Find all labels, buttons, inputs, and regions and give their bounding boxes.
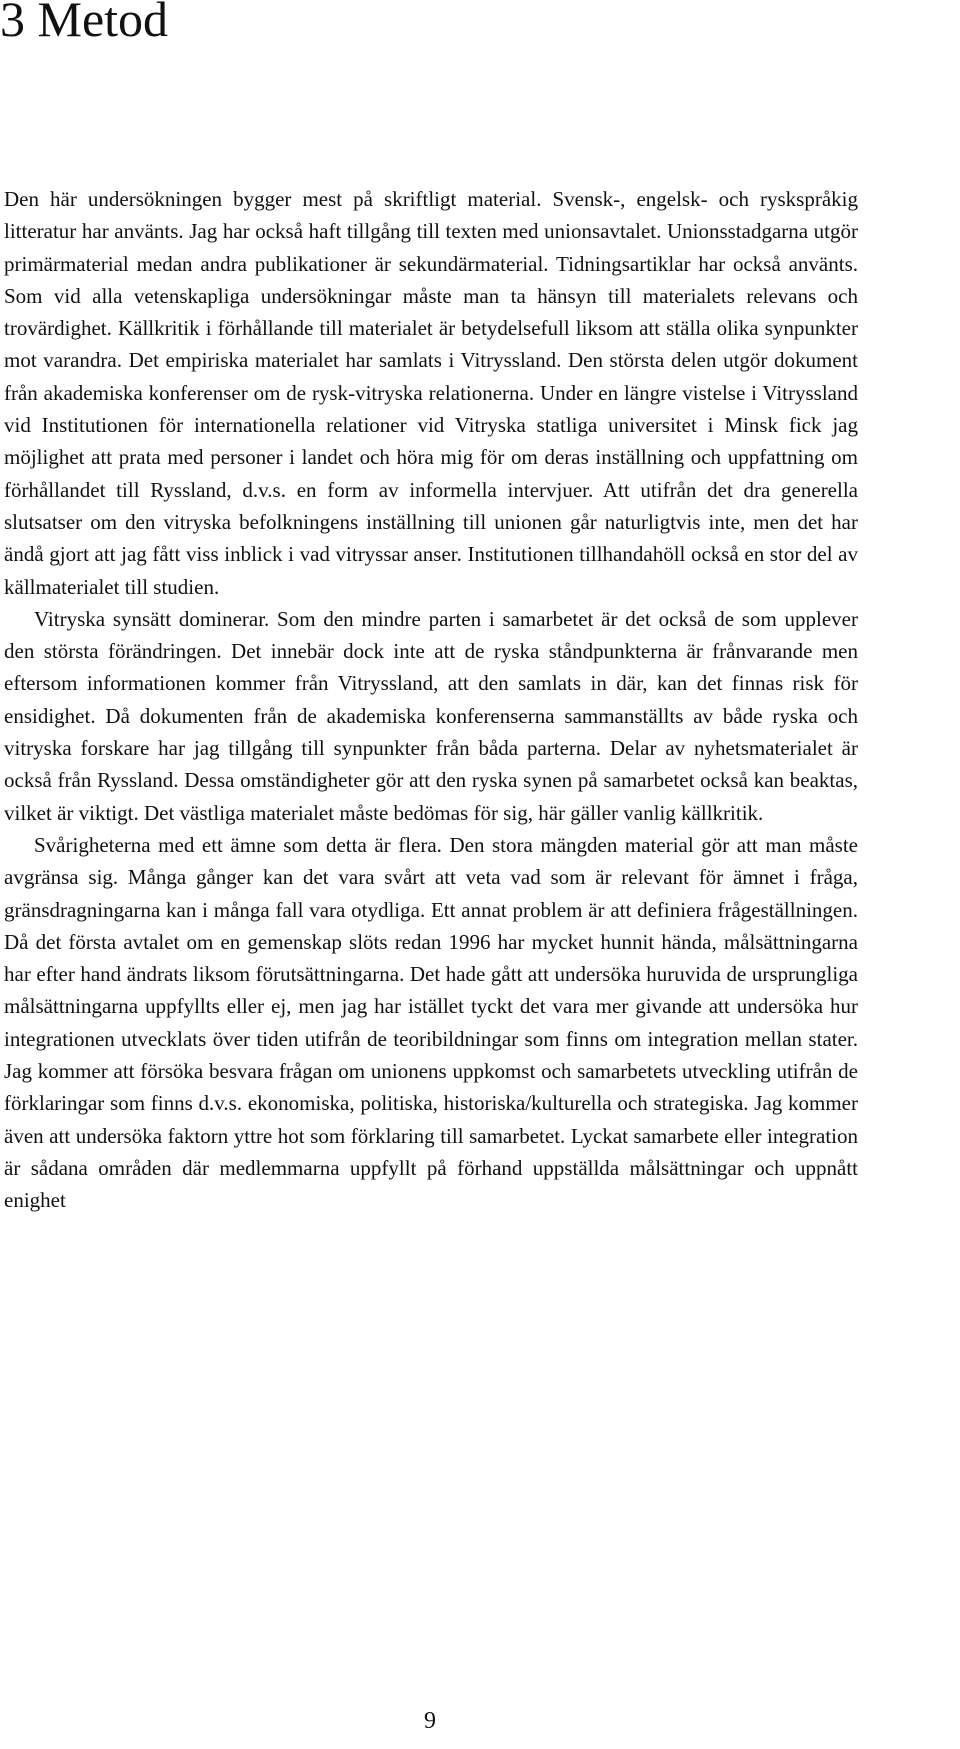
section-number: 3 — [0, 0, 25, 47]
section-heading — [0, 0, 168, 52]
body-text — [4, 183, 858, 1217]
paragraph-perspectives: Vitryska synsätt dominerar. Som den mindre parten i samarbetet är det också de som upplever den största förändringen. Det innebär dock inte att de ryska ståndpunkterna är frånvarande men eftersom informationen kommer från Vitryssland, att den samlats in där, kan det finnas risk för ensidighet. Då dokumenten från de akademiska konferenserna sammanställts av både ryska och vitryska forskare har jag tillgång till synpunkter från båda parterna. Delar av nyhetsmaterialet är också från Ryssland. Dessa omständigheter gör att den ryska synen på samarbetet också kan beaktas, vilket är viktigt. Det västliga materialet måste bedömas för sig, här gäller vanlig källkritik. — [4, 606, 858, 825]
section-title: Metod — [37, 0, 169, 47]
paragraph-difficulties: Svårigheterna med ett ämne som detta är flera. Den stora mängden material gör att man måste avgränsa sig. Många gånger kan det vara svårt att veta vad som är relevant för ämnet i fråga, gränsdragningarna kan i många fall vara otydliga. Ett annat problem är att definiera frågeställningen. Då det första avtalet om en gemenskap slöts redan 1996 har mycket hunnit hända, målsättningarna har efter hand ändrats liksom förutsättningarna. Det hade gått att undersöka huruvida de ursprungliga målsättningarna uppfyllts eller ej, men jag har istället tyckt det vara mer givande att undersöka hur integrationen utvecklats över tiden utifrån de teoribildningar som finns om integration mellan stater. Jag kommer att försöka besvara frågan om unionens uppkomst och samarbetets utveckling utifrån de förklaringar som finns d.v.s. ekonomiska, politiska, historiska/kulturella och strategiska. Jag kommer även att undersöka faktorn yttre hot som förklaring till samarbetet. Lyckat samarbete eller integration är sådana områden där medlemmarna uppfyllt på förhand uppställda målsättningar och uppnått enighet — [4, 832, 858, 1213]
page-number: 9 — [424, 1708, 436, 1734]
paragraph-sources: Den här undersökningen bygger mest på skriftligt material. Svensk-, engelsk- och ryskspråkig litteratur har använts. Jag har också haft tillgång till texten med unionsavtalet. Unionsstadgarna utgör primärmaterial medan andra publikationer är sekundärmaterial. Tidningsartiklar har också använts. Som vid alla vetenskapliga undersökningar måste man ta hänsyn till materialets relevans och trovärdighet. Källkritik i förhållande till materialet är betydelsefull liksom att ställa olika synpunkter mot varandra. Det empiriska materialet har samlats i Vitryssland. Den största delen utgör dokument från akademiska konferenser om de rysk-vitryska relationerna. Under en längre vistelse i Vitryssland vid Institutionen för internationella relationer vid Vitryska statliga universitet i Minsk fick jag möjlighet att prata med personer i landet och höra mig för om deras inställning och uppfattning om förhållandet till Ryssland, d.v.s. en form av informella intervjuer. Att utifrån det dra generella slutsatser om den vitryska befolkningens inställning till unionen går naturligtvis inte, men det har ändå gjort att jag fått viss inblick i vad vitryssar anser. Institutionen tillhandahöll också en stor del av källmaterialet till studien. — [4, 187, 858, 599]
